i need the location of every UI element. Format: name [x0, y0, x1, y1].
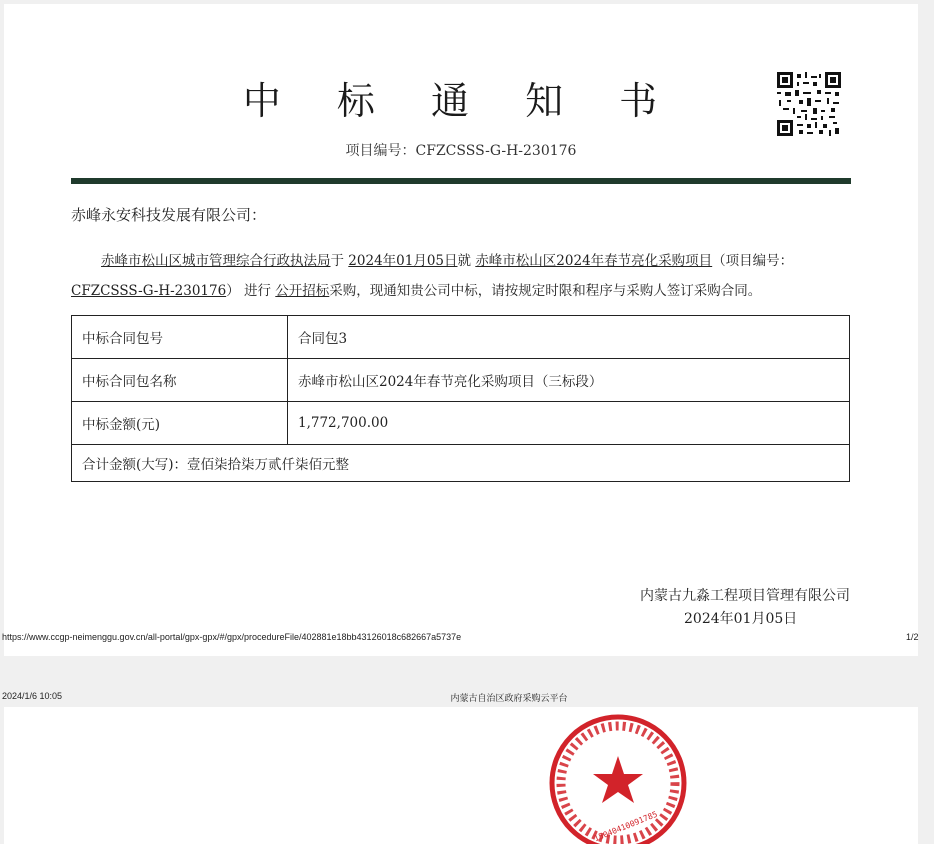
row-label: 中标合同包名称	[72, 359, 288, 402]
notice-date: 2024年01月05日	[348, 253, 458, 269]
row-value: 1,772,700.00	[288, 402, 850, 445]
table-row	[72, 402, 850, 445]
table-row	[72, 359, 850, 402]
award-table	[71, 315, 850, 482]
notice-body	[71, 246, 855, 306]
text-segment: ） 进行	[226, 283, 271, 299]
project-code: CFZCSSS-G-H-230176	[71, 283, 227, 299]
row-label: 中标合同包号	[72, 316, 288, 359]
project-number: 项目编号：CFZCSSS-G-H-230176	[345, 143, 577, 159]
table-row	[72, 316, 850, 359]
page-footer-url: https://www.ccgp-neimenggu.gov.cn/all-portal/gpx-gpx/#/gpx/procedureFile/402881e18bb43126018c682667a5737e	[2, 632, 462, 642]
row-value: 赤峰市松山区2024年春节亮化采购项目（三标段）	[288, 359, 850, 402]
issuer-company: 内蒙古九淼工程项目管理有限公司	[640, 588, 850, 604]
row-value: 合同包3	[288, 316, 850, 359]
row-label: 中标金额(元)	[72, 402, 288, 445]
platform-name: 内蒙古自治区政府采购云平台	[450, 693, 568, 703]
sign-date: 2024年01月05日	[684, 611, 798, 627]
purchaser: 赤峰市松山区城市管理综合行政执法局	[101, 253, 331, 269]
document-page-2	[4, 707, 918, 844]
table-row-total	[72, 445, 850, 482]
header-divider	[71, 178, 851, 184]
document-title: 中 标 通 知 书	[242, 79, 680, 123]
text-segment: 采购，现通知贵公司中标，请按规定时限和程序与采购人签订采购合同。	[329, 283, 762, 299]
procurement-method: 公开招标	[275, 283, 330, 299]
page-number: 1/2	[906, 632, 919, 642]
seal-code: 15040410091785	[592, 809, 659, 844]
print-datetime: 2024/1/6 10:05	[2, 691, 63, 701]
svg-text:15040410091785	[593, 810, 659, 844]
text-segment: （项目编号：	[712, 253, 794, 269]
total-amount-words: 合计金额(大写)：壹佰柒拾柒万贰仟柒佰元整	[72, 445, 850, 482]
addressee: 赤峰永安科技发展有限公司：	[71, 206, 267, 224]
project-name: 赤峰市松山区2024年春节亮化采购项目	[475, 253, 713, 269]
company-seal	[548, 708, 688, 844]
document-page-1	[4, 4, 918, 656]
text-segment: 于	[330, 253, 344, 269]
text-segment: 就	[457, 253, 472, 269]
